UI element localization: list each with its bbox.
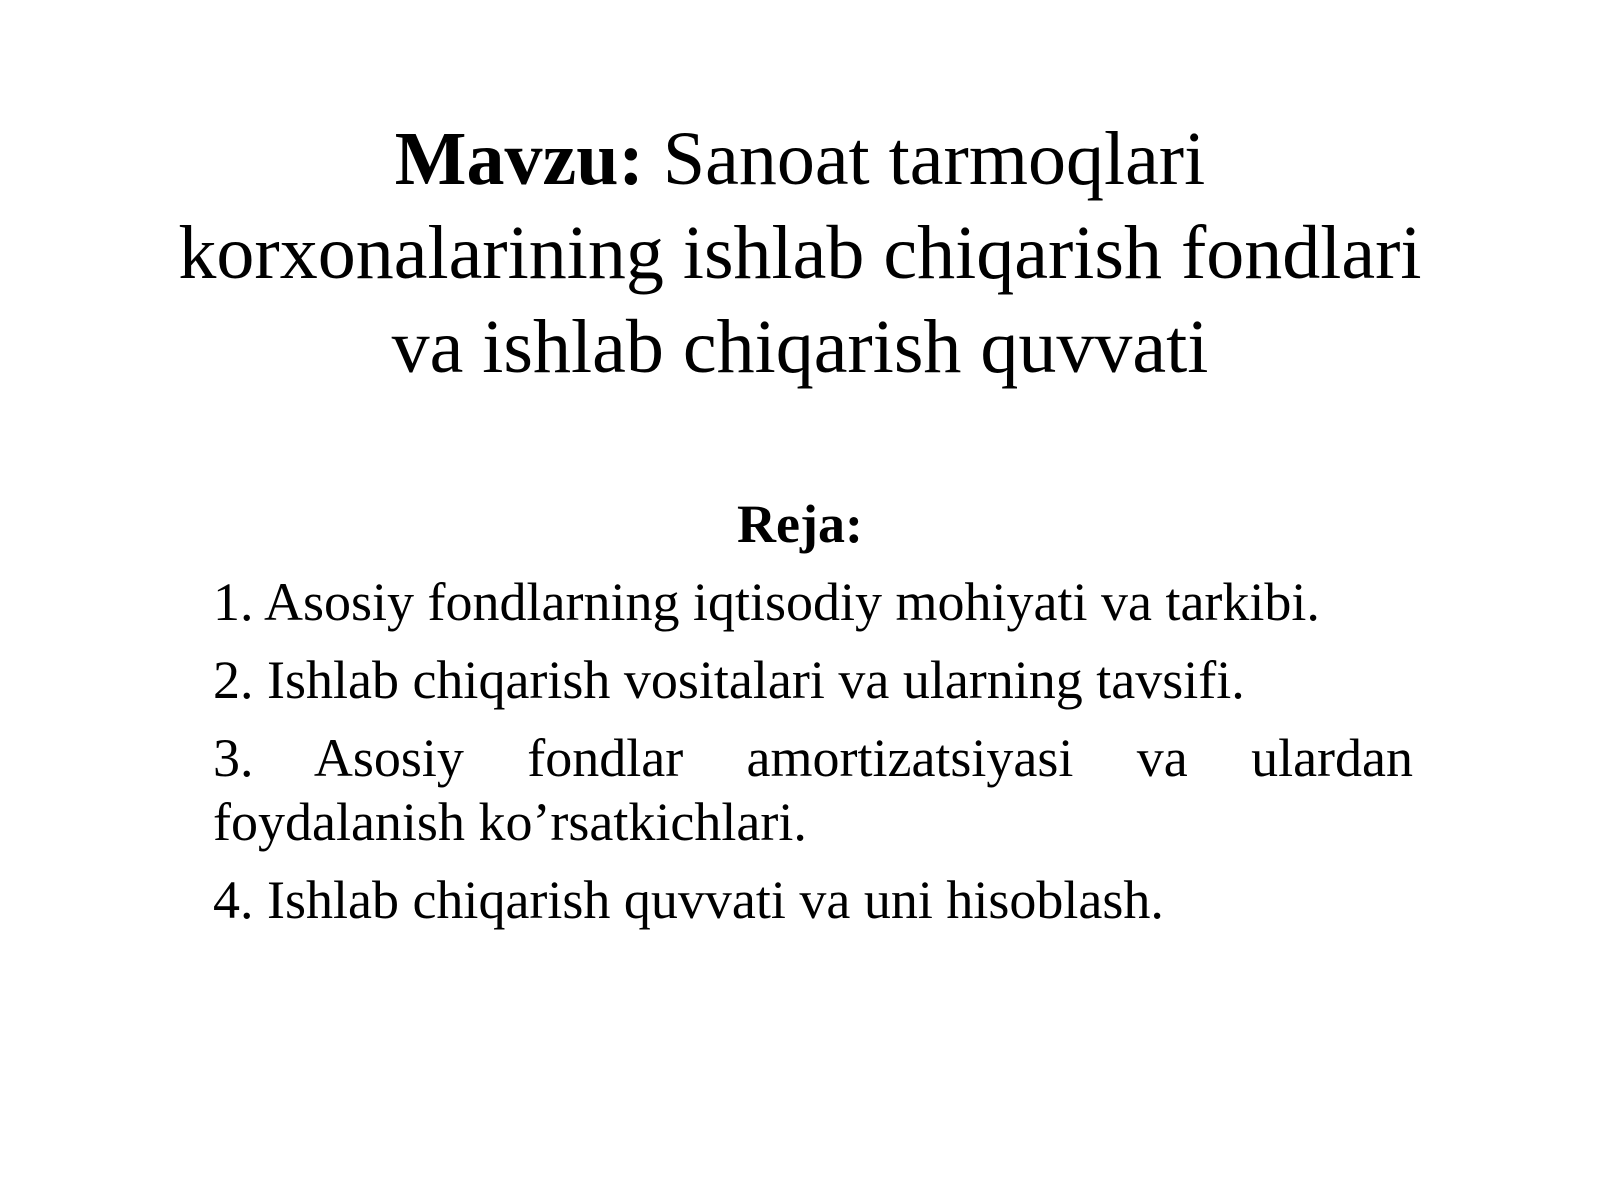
title-line-2: korxonalarining ishlab chiqarish fondlari (178, 211, 1422, 295)
plan-item-1: 1. Asosiy fondlarning iqtisodiy mohiyati va tarkibi. (213, 572, 1320, 632)
title-label: Mavzu: (394, 117, 644, 201)
slide-title (100, 112, 1500, 394)
plan-heading: Reja: (737, 494, 863, 554)
plan-item-3: 3. Asosiy fondlar amortizatsiyasi va ulardan foydalanish ko’rsatkichlari. (213, 728, 1413, 852)
title-line-1: Sanoat tarmoqlari (662, 117, 1206, 201)
plan-list (213, 570, 1413, 946)
plan-item-4: 4. Ishlab chiqarish quvvati va uni hisoblash. (213, 870, 1164, 930)
plan-item-2: 2. Ishlab chiqarish vositalari va ularning tavsifi. (213, 650, 1245, 710)
title-line-3: va ishlab chiqarish quvvati (391, 305, 1209, 389)
